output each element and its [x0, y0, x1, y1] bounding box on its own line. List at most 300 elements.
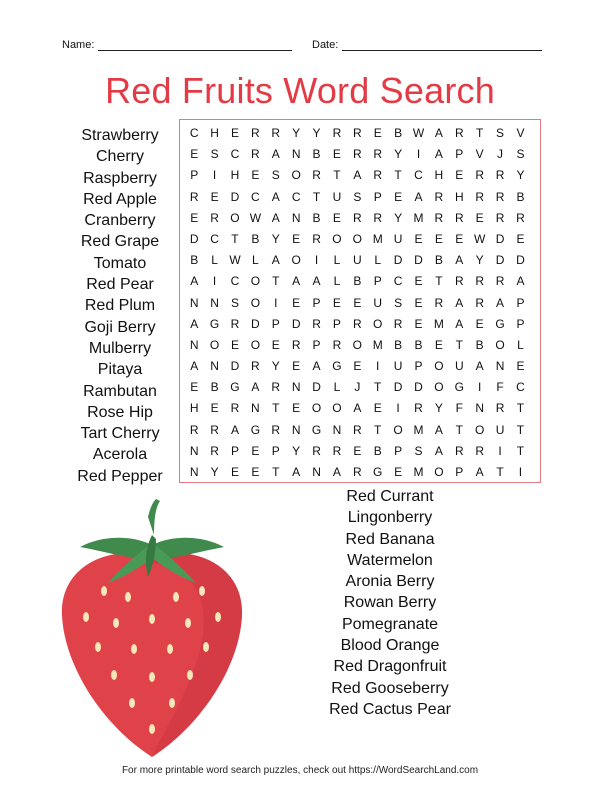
grid-cell[interactable]: E — [230, 126, 239, 140]
grid-cell[interactable]: E — [373, 401, 382, 416]
grid-cell[interactable]: D — [230, 359, 240, 374]
grid-cell[interactable]: Y — [394, 147, 403, 162]
grid-cell[interactable]: E — [292, 231, 301, 246]
grid-cell[interactable]: O — [352, 337, 362, 352]
grid-cell[interactable]: O — [332, 231, 342, 246]
grid-cell[interactable]: L — [333, 380, 341, 395]
grid-cell[interactable]: E — [353, 295, 362, 310]
grid-cell[interactable]: I — [477, 380, 482, 395]
word-list-item: Red Cactus Pear — [329, 700, 451, 718]
grid-cell[interactable]: D — [312, 380, 321, 395]
grid-cell[interactable]: T — [475, 126, 484, 140]
grid-cell[interactable]: T — [374, 422, 382, 437]
grid-cell[interactable]: S — [414, 443, 423, 458]
grid-cell[interactable]: C — [516, 380, 525, 395]
grid-cell[interactable]: T — [272, 401, 280, 416]
grid-cell[interactable]: N — [210, 295, 219, 310]
grid-cell[interactable]: W — [229, 253, 241, 268]
grid-cell[interactable]: T — [496, 465, 504, 479]
grid-cell[interactable]: R — [495, 189, 505, 204]
grid-cell[interactable]: O — [393, 422, 403, 437]
grid-cell[interactable]: A — [190, 316, 199, 331]
grid-cell[interactable]: E — [210, 189, 219, 204]
grid-cell[interactable]: E — [190, 210, 199, 225]
grid-cell[interactable]: O — [373, 316, 383, 331]
grid-cell[interactable]: N — [312, 465, 321, 479]
grid-cell[interactable]: M — [413, 465, 424, 479]
grid-cell[interactable]: I — [376, 359, 380, 374]
grid-cell[interactable]: S — [516, 147, 525, 162]
grid-cell[interactable]: A — [353, 168, 362, 183]
grid-cell[interactable]: S — [394, 295, 403, 310]
grid-cell[interactable]: I — [314, 253, 319, 268]
grid-cell[interactable]: H — [434, 168, 444, 183]
grid-cell[interactable]: L — [333, 274, 341, 289]
grid-cell[interactable]: R — [251, 126, 260, 140]
grid-cell[interactable]: T — [312, 189, 321, 204]
grid-cell[interactable]: R — [373, 168, 383, 183]
grid-cell[interactable]: S — [496, 126, 505, 140]
grid-cell[interactable]: A — [516, 274, 525, 289]
grid-cell[interactable]: A — [455, 295, 464, 310]
grid-cell[interactable]: U — [495, 422, 505, 437]
grid-cell[interactable]: R — [271, 422, 281, 437]
grid-cell[interactable]: T — [272, 274, 280, 289]
grid-cell[interactable]: G — [373, 465, 383, 479]
grid-cell[interactable]: R — [210, 422, 219, 437]
grid-cell[interactable]: C — [251, 189, 260, 204]
grid-cell[interactable]: T — [374, 380, 382, 395]
grid-cell[interactable]: B — [394, 126, 403, 140]
grid-cell[interactable]: B — [312, 147, 321, 162]
grid-cell[interactable]: E — [373, 126, 382, 140]
grid-cell[interactable]: O — [332, 401, 342, 416]
name-field[interactable] — [62, 38, 292, 51]
grid-cell[interactable]: U — [393, 359, 403, 374]
grid-cell[interactable]: A — [271, 189, 280, 204]
grid-cell[interactable]: V — [516, 126, 525, 140]
grid-cell[interactable]: R — [454, 126, 464, 140]
grid-cell[interactable]: C — [230, 274, 240, 289]
grid-cell[interactable]: Y — [292, 443, 301, 458]
grid-cell[interactable]: R — [352, 126, 362, 140]
grid-cell[interactable]: P — [332, 316, 341, 331]
grid-cell[interactable]: E — [332, 295, 341, 310]
grid-cell[interactable]: E — [251, 443, 260, 458]
grid-cell[interactable]: R — [393, 316, 403, 331]
grid-cell[interactable]: R — [332, 443, 342, 458]
grid-cell[interactable]: A — [332, 465, 341, 479]
grid-cell[interactable]: G — [230, 380, 240, 395]
grid-cell[interactable]: R — [495, 274, 505, 289]
grid-cell[interactable]: H — [210, 126, 219, 140]
grid-cell[interactable]: N — [291, 147, 301, 162]
grid-cell[interactable]: E — [394, 465, 403, 479]
grid-cell[interactable]: R — [251, 359, 260, 374]
grid-cell[interactable]: D — [414, 253, 423, 268]
grid-cell[interactable]: L — [333, 253, 341, 268]
grid-cell[interactable]: W — [249, 210, 262, 225]
grid-cell[interactable]: O — [291, 253, 301, 268]
grid-cell[interactable]: Y — [210, 465, 219, 479]
grid-cell[interactable]: R — [434, 295, 444, 310]
grid-cell[interactable]: P — [312, 295, 321, 310]
grid-cell[interactable]: R — [475, 168, 484, 183]
grid-cell[interactable]: E — [394, 189, 403, 204]
grid-cell[interactable]: R — [475, 295, 484, 310]
grid-cell[interactable]: A — [292, 274, 301, 289]
grid-cell[interactable]: G — [454, 380, 464, 395]
grid-cell[interactable]: M — [413, 210, 424, 225]
grid-cell[interactable]: P — [455, 147, 464, 162]
grid-cell[interactable]: A — [230, 422, 239, 437]
grid-cell[interactable]: C — [291, 189, 301, 204]
grid-cell[interactable]: N — [332, 422, 342, 437]
grid-cell[interactable]: U — [393, 231, 403, 246]
grid-cell[interactable]: I — [518, 465, 523, 479]
grid-cell[interactable]: E — [251, 168, 260, 183]
grid-cell[interactable]: R — [352, 316, 362, 331]
grid-cell[interactable]: R — [454, 274, 464, 289]
grid-cell[interactable]: R — [475, 274, 484, 289]
grid-cell[interactable]: I — [416, 147, 421, 162]
grid-cell[interactable]: B — [353, 274, 362, 289]
grid-cell[interactable]: R — [516, 210, 525, 225]
grid-cell[interactable]: D — [251, 316, 260, 331]
grid-cell[interactable]: M — [413, 422, 424, 437]
grid-cell[interactable]: P — [455, 465, 464, 479]
grid-cell[interactable]: R — [495, 210, 505, 225]
grid-cell[interactable]: W — [474, 231, 486, 246]
grid-cell[interactable]: E — [414, 295, 423, 310]
grid-cell[interactable]: E — [251, 465, 260, 479]
grid-cell[interactable]: T — [333, 168, 341, 183]
grid-cell[interactable]: B — [210, 380, 219, 395]
grid-cell[interactable]: D — [495, 253, 505, 268]
date-field[interactable] — [312, 38, 542, 51]
grid-cell[interactable]: A — [353, 401, 362, 416]
grid-cell[interactable]: G — [332, 359, 342, 374]
grid-cell[interactable]: J — [497, 147, 504, 162]
grid-cell[interactable]: E — [332, 147, 341, 162]
name-line[interactable] — [98, 38, 292, 51]
grid-cell[interactable]: E — [414, 274, 423, 289]
word-list-item: Goji Berry — [84, 318, 156, 336]
grid-cell[interactable]: D — [495, 231, 505, 246]
grid-cell[interactable]: E — [516, 359, 525, 374]
grid-cell[interactable]: M — [372, 231, 383, 246]
grid-cell[interactable]: O — [311, 401, 322, 416]
grid-cell[interactable]: E — [414, 231, 423, 246]
grid-cell[interactable]: R — [312, 443, 321, 458]
grid-cell[interactable]: R — [271, 380, 281, 395]
grid-cell[interactable]: R — [210, 210, 219, 225]
grid-cell[interactable]: R — [230, 401, 240, 416]
grid-cell[interactable]: T — [394, 168, 402, 183]
grid-cell[interactable]: R — [454, 443, 464, 458]
grid-cell[interactable]: R — [373, 210, 383, 225]
grid-cell[interactable]: I — [274, 295, 278, 310]
grid-cell[interactable]: R — [271, 126, 281, 140]
grid-cell[interactable]: R — [312, 168, 321, 183]
grid-cell[interactable]: P — [414, 359, 423, 374]
grid-cell[interactable]: U — [373, 295, 383, 310]
grid-cell[interactable]: O — [291, 168, 301, 183]
grid-cell[interactable]: R — [291, 337, 301, 352]
grid-cell[interactable]: L — [211, 253, 218, 268]
grid-cell[interactable]: E — [455, 168, 464, 183]
grid-cell[interactable]: R — [373, 147, 383, 162]
grid-cell[interactable]: D — [516, 253, 525, 268]
grid-cell[interactable]: N — [189, 337, 199, 352]
grid-cell[interactable]: A — [434, 422, 443, 437]
grid-cell[interactable]: R — [352, 147, 362, 162]
grid-cell[interactable]: A — [312, 274, 321, 289]
grid-cell[interactable]: N — [251, 401, 260, 416]
grid-cell[interactable]: R — [434, 210, 444, 225]
grid-cell[interactable]: R — [312, 231, 321, 246]
grid-cell[interactable]: E — [230, 337, 239, 352]
grid-cell[interactable]: O — [250, 337, 261, 352]
grid-cell[interactable]: B — [373, 443, 382, 458]
grid-cell[interactable]: O — [434, 380, 444, 395]
grid-cell[interactable]: E — [292, 359, 301, 374]
grid-cell[interactable]: E — [475, 210, 484, 225]
grid-cell[interactable]: A — [190, 359, 199, 374]
grid-cell[interactable]: T — [435, 274, 443, 289]
grid-cell[interactable]: T — [455, 422, 463, 437]
grid-cell[interactable]: R — [251, 147, 260, 162]
grid-cell[interactable]: D — [393, 380, 403, 395]
grid-cell[interactable]: S — [353, 189, 362, 204]
grid-cell[interactable]: E — [414, 316, 423, 331]
grid-cell[interactable]: E — [190, 147, 199, 162]
grid-cell[interactable]: C — [210, 231, 219, 246]
grid-cell[interactable]: T — [455, 337, 463, 352]
grid-cell[interactable]: J — [354, 380, 361, 395]
grid-cell[interactable]: N — [291, 422, 301, 437]
grid-cell[interactable]: G — [209, 316, 220, 331]
grid-cell[interactable]: Y — [434, 401, 443, 416]
grid-cell[interactable]: E — [434, 231, 443, 246]
grid-cell[interactable]: O — [352, 231, 362, 246]
grid-cell[interactable]: W — [412, 126, 425, 140]
grid-cell[interactable]: E — [353, 443, 362, 458]
grid-cell[interactable]: S — [271, 168, 280, 183]
grid-cell[interactable]: D — [291, 316, 301, 331]
grid-cell[interactable]: Y — [292, 126, 301, 140]
grid-cell[interactable]: N — [189, 295, 199, 310]
grid-cell[interactable]: O — [250, 274, 261, 289]
grid-cell[interactable]: F — [496, 380, 504, 395]
footer-text: For more printable word search puzzles, check out https://WordSearchLand.com — [121, 765, 479, 776]
grid-cell[interactable]: R — [454, 210, 464, 225]
grid-cell[interactable]: Y — [271, 231, 280, 246]
grid-cell[interactable]: D — [414, 380, 423, 395]
grid-cell[interactable]: B — [475, 337, 484, 352]
grid-cell[interactable]: L — [252, 253, 259, 268]
grid-cell[interactable]: B — [190, 253, 199, 268]
grid-cell[interactable]: A — [455, 253, 464, 268]
grid-cell[interactable]: N — [210, 359, 219, 374]
grid-cell[interactable]: C — [414, 168, 423, 183]
grid-cell[interactable]: O — [474, 422, 485, 437]
grid-cell[interactable]: A — [292, 465, 301, 479]
grid-cell[interactable]: A — [434, 126, 443, 140]
grid-cell[interactable]: H — [189, 401, 199, 416]
grid-cell[interactable]: U — [332, 189, 342, 204]
grid-cell[interactable]: B — [394, 337, 403, 352]
grid-cell[interactable]: R — [332, 337, 342, 352]
grid-cell[interactable]: A — [271, 147, 280, 162]
grid-cell[interactable]: O — [495, 337, 505, 352]
grid-cell[interactable]: N — [189, 443, 199, 458]
grid-cell[interactable]: I — [212, 168, 217, 183]
grid-cell[interactable]: R — [332, 126, 342, 140]
grid-cell[interactable]: I — [212, 274, 217, 289]
grid-cell[interactable]: U — [454, 359, 464, 374]
grid-cell[interactable]: C — [230, 147, 240, 162]
grid-cell[interactable]: G — [311, 422, 322, 437]
word-list-item: Red Grape — [80, 233, 160, 251]
grid-cell[interactable]: H — [230, 168, 240, 183]
grid-cell[interactable]: L — [374, 253, 382, 268]
grid-cell[interactable]: P — [373, 189, 382, 204]
grid-cell[interactable]: A — [434, 147, 443, 162]
grid-cell[interactable]: A — [190, 274, 199, 289]
grid-cell[interactable]: E — [455, 231, 464, 246]
grid-cell[interactable]: A — [496, 295, 505, 310]
grid-cell[interactable]: Y — [516, 168, 525, 183]
grid-cell[interactable]: H — [454, 189, 464, 204]
grid-cell[interactable]: P — [271, 316, 280, 331]
grid-cell[interactable]: N — [291, 380, 301, 395]
grid-cell[interactable]: A — [455, 316, 464, 331]
grid-cell[interactable]: R — [210, 443, 219, 458]
word-list-item: Blood Orange — [340, 637, 440, 655]
grid-cell[interactable]: T — [516, 422, 525, 437]
grid-cell[interactable]: A — [475, 465, 484, 479]
grid-cell[interactable]: P — [312, 337, 321, 352]
grid-cell[interactable]: B — [251, 231, 260, 246]
grid-cell[interactable]: N — [189, 465, 199, 479]
grid-cell[interactable]: Y — [271, 359, 280, 374]
grid-cell[interactable]: M — [433, 316, 444, 331]
grid-cell[interactable]: R — [312, 316, 321, 331]
grid-cell[interactable]: U — [352, 253, 362, 268]
grid-cell[interactable]: E — [210, 401, 219, 416]
grid-cell[interactable]: E — [434, 337, 443, 352]
grid-cell[interactable]: P — [394, 443, 403, 458]
grid-cell[interactable]: O — [230, 210, 240, 225]
grid-cell[interactable]: Y — [394, 210, 403, 225]
grid-cell[interactable]: R — [475, 443, 484, 458]
grid-cell[interactable]: Y — [312, 126, 321, 140]
grid-cell[interactable]: P — [373, 274, 382, 289]
grid-cell[interactable]: P — [516, 295, 525, 310]
grid-cell[interactable]: A — [251, 380, 260, 395]
grid-cell[interactable]: E — [271, 337, 280, 352]
grid-cell[interactable]: P — [190, 168, 199, 183]
grid-cell[interactable]: P — [230, 443, 239, 458]
grid-cell[interactable]: T — [516, 443, 525, 458]
grid-cell[interactable]: Y — [475, 253, 484, 268]
grid-cell[interactable]: R — [230, 316, 240, 331]
grid-cell[interactable]: P — [516, 316, 525, 331]
grid-cell[interactable]: A — [271, 210, 280, 225]
grid-cell[interactable]: O — [209, 337, 220, 352]
grid-cell[interactable]: V — [475, 147, 484, 162]
word-list-left — [60, 125, 180, 487]
grid-cell[interactable]: R — [495, 168, 505, 183]
grid-cell[interactable]: I — [396, 401, 400, 416]
grid-cell[interactable]: R — [352, 210, 362, 225]
grid-cell[interactable]: O — [250, 295, 261, 310]
grid-cell[interactable]: T — [516, 401, 525, 416]
grid-cell[interactable]: D — [393, 253, 403, 268]
date-line[interactable] — [342, 38, 542, 51]
grid-cell[interactable]: R — [352, 422, 362, 437]
grid-cell[interactable]: P — [271, 443, 280, 458]
grid-cell[interactable]: O — [434, 359, 444, 374]
grid-cell[interactable]: B — [434, 253, 443, 268]
grid-cell[interactable]: R — [352, 465, 362, 479]
grid-cell[interactable]: E — [230, 465, 239, 479]
grid-cell[interactable]: A — [475, 359, 484, 374]
grid-cell[interactable]: S — [210, 147, 219, 162]
grid-cell[interactable]: C — [393, 274, 403, 289]
grid-cell[interactable]: R — [475, 189, 484, 204]
grid-cell[interactable]: O — [434, 465, 444, 479]
word-list-item: Rowan Berry — [343, 594, 437, 612]
grid-cell[interactable]: B — [312, 210, 321, 225]
grid-cell[interactable]: E — [516, 231, 525, 246]
grid-cell[interactable]: A — [414, 189, 423, 204]
grid-cell[interactable]: R — [495, 401, 505, 416]
grid-cell[interactable]: C — [189, 126, 199, 140]
grid-cell[interactable]: R — [189, 422, 199, 437]
grid-cell[interactable]: A — [312, 359, 321, 374]
grid-cell[interactable]: B — [516, 189, 525, 204]
grid-cell[interactable]: A — [434, 443, 443, 458]
grid-cell[interactable]: D — [230, 189, 240, 204]
grid-cell[interactable]: G — [250, 422, 261, 437]
grid-cell[interactable]: N — [495, 359, 505, 374]
grid-cell[interactable]: D — [189, 231, 199, 246]
grid-cell[interactable]: R — [189, 189, 199, 204]
grid-cell[interactable]: E — [190, 380, 199, 395]
grid-cell[interactable]: N — [475, 401, 484, 416]
grid-cell[interactable]: G — [495, 316, 505, 331]
grid-cell[interactable]: T — [272, 465, 280, 479]
grid-cell[interactable]: I — [498, 443, 502, 458]
grid-cell[interactable]: B — [414, 337, 423, 352]
grid-cell[interactable]: N — [291, 210, 301, 225]
grid-cell[interactable]: R — [434, 189, 444, 204]
grid-cell[interactable]: E — [292, 295, 301, 310]
grid-cell[interactable]: M — [372, 337, 383, 352]
grid-cell[interactable]: E — [475, 316, 484, 331]
grid-cell[interactable]: R — [414, 401, 423, 416]
grid-cell[interactable]: E — [292, 401, 301, 416]
grid-cell[interactable]: E — [353, 359, 362, 374]
grid-cell[interactable]: T — [231, 231, 239, 246]
grid-cell[interactable]: S — [230, 295, 239, 310]
grid-cell[interactable]: A — [271, 253, 280, 268]
grid-cell[interactable]: F — [455, 401, 463, 416]
grid-cell[interactable]: E — [332, 210, 341, 225]
grid-cell[interactable]: L — [517, 337, 524, 352]
